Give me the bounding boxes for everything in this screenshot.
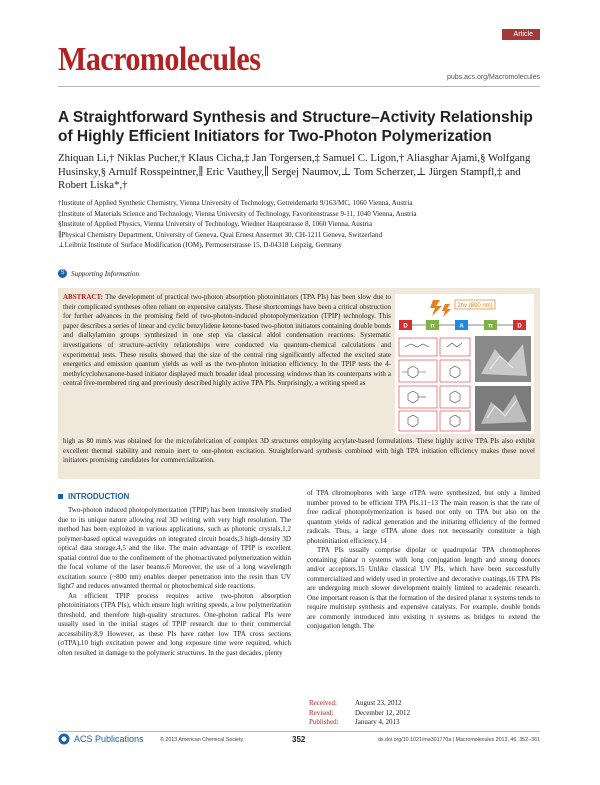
date-published: Published: January 4, 2013 [309,718,400,727]
sem-image-bottom [475,386,531,431]
author-list: Zhiquan Li,† Niklas Pucher,† Klaus Cicha,‡ Jan Torgersen,‡ Samuel C. Ligon,† Aliasghar Ajami,§ Wolfgang Husinsky,§ Arnulf Rosspeintner,∥ Eric Vauthey,∥ Sergej Naumov,⊥ Tom Scherzer,⊥ Jürgen Stampfl,‡ and Robert Liska*,† [58,152,531,191]
affiliation-5: ⊥Leibniz Institute of Surface Modification (IOM), Permoserstrasse 15, D-04318 Leipzig, Germany [58,241,342,249]
affiliation-4: ∥Physical Chemistry Department, University of Geneva, Quai Ernest Ansermet 30, CH-1211 Geneva, Switzerland [58,230,383,239]
intro-paragraph-3: of TPA chromophores with large σTPA were synthesized, but only a limited number proved to be efficient TPA PIs.11−13 The main reason is that the rate of free radical photopolymerization is based not only on TPA but also on the quantum yields of radical generation and the initiating efficiency of the formed radicals. Thus, a large σTPA alone does not necessarily constitute a high photoinitiation efficiency.14 [307,489,540,545]
chain-donor-left: D [403,323,408,330]
affiliation-3: §Institute of Applied Physics, Vienna University of Technology, Wiedner Hauptstrasse 8, 1060 Vienna, Austria [58,220,372,228]
chain-pi-left: π [430,323,435,330]
chain-pi-right: π [488,323,493,330]
paper-title: A Straightforward Synthesis and Structure–Activity Relationship of Highly Efficient Initiators for Two-Photon Polymerization [58,109,533,145]
supporting-info-label: Supporting Information [71,269,140,278]
header-divider [58,86,540,87]
article-type-badge: Article [502,29,540,40]
affiliation-list [58,198,538,251]
intro-paragraph-1: Two-photon induced photopolymerization (TPIP) has been intensively studied due to its unique nature allowing real 3D writing with very high resolution. The method has been exploited in various applications, such as photonic crystals,1,2 polymer-based optical waveguides on integrated circuit boards,3 high-density 3D optical data storage,4,5 and the like. The main advantage of TPIP is excellent spatial control due to the confinement of the photoactivated polymerization within the focal volume of the laser beams.6 Moreover, the use of a long wavelength excitation source (~800 nm) enables deeper penetration into the resin than UV light7 and reduces unwanted thermal or photochemical side reactions. [58,506,291,590]
acs-logo-icon [58,733,70,745]
introduction-heading [58,492,129,501]
copyright: © 2013 American Chemical Society [160,737,244,743]
chain-donor-right: D [517,323,522,330]
toc-graphic [395,294,534,434]
acs-publications-logo[interactable]: ACS Publications [58,733,144,745]
intro-paragraph-4: TPA PIs usually comprise dipolar or quadrupolar TPA chromophores containing planar π systems with long conjugation length and strong donors and/or acceptors.15 Unlike classical UV PIs, which have been successfully commercialized and widely used in protective and decorative coatings,16 TPA PIs are undergoing much slower development mainly limited to academic research. One important reason is that the formation of the desired planar π systems tends to require multistep synthesis and expensive catalysts. For example, double bonds are commonly introduced into existing π systems as bridges to extend the conjugation length. The [307,546,540,630]
intro-right-column [307,489,540,632]
intro-paragraph-2: An efficient TPIP process requires active two-photon absorption photoinitiators (TPA PIs), which ensure high writing speeds, a low polymerization threshold, and therefore high-quality structures. One-photon radical PIs were usually used in the initial stages of TPIP research due to their commercial accessibility.8,9 However, as these PIs have rather low TPA cross sections (σTPA),10 high excitation power and long exposure time were required, which often resulted in damage to the polymeric structures. In the past decades, plenty [58,591,291,657]
abstract-body-bottom: high as 80 mm/s was obtained for the microfabrication of complex 3D structures employing acrylate-based formulations. These highly active TPA PIs also exhibit excellent thermal stability and remain inert to one-photon excitation. Straightforward synthesis combined with high TPA initiation efficiency makes these novel initiators promising candidates for commercialization. [63,437,535,465]
publication-dates [309,699,410,728]
supporting-info-icon: S [58,269,67,278]
affiliation-1: †Institute of Applied Synthetic Chemistry, Vienna University of Technology, Getreidemarkt 9/163/MC, 1060 Vienna, Austria [58,199,413,207]
introduction-heading-text: INTRODUCTION [68,492,130,501]
page-number: 352 [292,735,306,744]
date-revised: Revised: December 12, 2012 [309,708,411,717]
footer-divider [58,731,540,732]
citation[interactable]: dx.doi.org/10.1021/ma301770a | Macromolecules 2013, 46, 352−361 [377,737,540,743]
supporting-info-link[interactable] [58,269,139,278]
intro-left-column [58,506,291,658]
chain-acceptor: A [459,323,464,330]
toc-laser-label: 2hν (800 nm) [457,303,493,309]
abstract-body-top: The development of practical two-photon absorption photoinitiators (TPA PIs) has been slow due to their complicated syntheses often reliant on expensive catalysts. These shortcomings have been a critical obstruction for further advances in the promising field of two-photon-induced photopolymerization (TPIP) technology. This paper describes a series of linear and cyclic benzylidene ketone-based two-photon initiators containing double bonds and dialkylamino groups synthesized in one step via classical aldol condensation reactions. Systematic investigations of structure–activity relationships were conducted via quantum-chemical calculations and experimental tests. These results showed that the size of the central ring significantly affected the excited state energetics and emission quantum yields as well as the two-photon initiation efficiency. In the TPIP tests the 4-methylcyclohexanone-based initiator displayed much broader ideal processing windows than its counterparts with a central five-membered ring and previously described highly active TPA PIs. Surprisingly, a writing speed as [63,293,392,388]
date-received: Received: August 23, 2012 [309,699,402,707]
abstract-label: ABSTRACT: [63,293,103,301]
affiliation-2: ‡Institute of Materials Science and Technology, Vienna University of Technology, Favoritenstrasse 9-11, 1040 Vienna, Austria [58,209,417,218]
abstract-text-top [63,293,391,389]
journal-name: Macromolecules [58,41,261,78]
section-bullet-icon [58,494,63,499]
journal-url[interactable]: pubs.acs.org/Macromolecules [447,74,540,81]
